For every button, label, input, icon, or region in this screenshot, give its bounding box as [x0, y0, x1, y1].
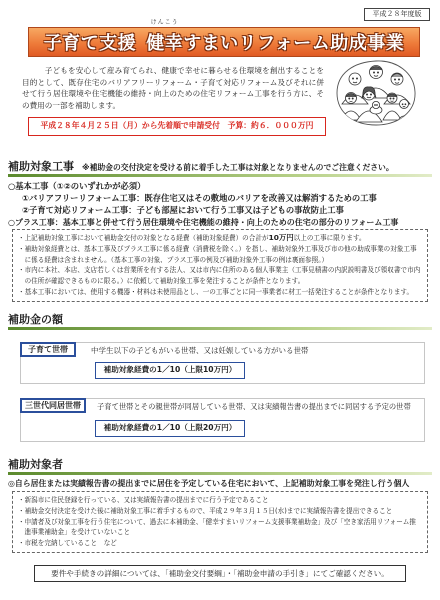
section-heading-bar [8, 472, 432, 475]
basic-work-item: ①バリアフリーリフォーム工事：既存住宅又はその敷地のバリアを改善又は解消するための工事 [22, 193, 377, 203]
basic-work-item: ②子育て対応リフォーム工事：子ども部屋において行う工事又は子どもの事故防止工事 [22, 205, 344, 215]
title-prefix: 子育て支援 [43, 33, 137, 54]
intro-text: 子どもを安心して産み育てられ、健康で幸せに暮らせる住環境を創出することを目的として、既存住宅のバリアフリーリフォーム・子育て対応リフォーム及びそれに併せて行う居住環境や住宅機能の維持・向上のための住宅リフォーム工事を行う方に、その費用の一部を補助します。 [22, 66, 324, 110]
requirement-item: ・補助金交付決定を受けた後に補助対象工事に着手するもので、平成２９年３月１５日(水)までに実績報告書を提出できること [18, 506, 393, 515]
household-type-label: 子育て世帯 [20, 342, 76, 357]
condition-text: ・上記補助対象工事において補助金交付の対象となる経費（補助対象経費）の合計が [18, 234, 269, 242]
household-type-label: 三世代同居世帯 [20, 398, 86, 413]
requirement-item: ・新潟市に住民登録を行っている、又は実績報告書の提出までに行う予定であること [18, 496, 269, 504]
section-title: 補助対象工事 [8, 160, 74, 173]
requirement-item: ・市税を完納していること など [18, 539, 117, 548]
requirements-box [12, 491, 428, 553]
basic-works-heading: ○基本工事（①②のいずれかが必須） [8, 181, 146, 191]
household-type-description: 子育て世帯とその親世帯が同居している世帯、又は実績報告書の提出までに同居する予定の世帯 [97, 402, 411, 411]
section-title: 補助対象者 [8, 458, 63, 471]
household-type-description: 中学生以下の子どもがいる世帯、又は妊娠している方がいる世帯 [91, 346, 309, 355]
subsidy-group-three-generation [20, 398, 425, 442]
edition-badge: 平成２８年度版 [364, 8, 430, 21]
title-ruby: けんこう [150, 19, 179, 26]
application-notice: 平成２８年４月２５日（月）から先着順で申請受付 予算：約６．０００万円 [28, 117, 326, 136]
eligible-person-summary: ◎自ら居住または実績報告書の提出までに居住を予定している住宅において、上記補助対象工事を発注し行う個人 [8, 479, 410, 488]
subsidy-group-child-rearing [20, 342, 425, 384]
section-heading-bar [8, 327, 432, 330]
section-heading-subsidy [8, 312, 432, 330]
condition-item: ・市内に本社、本店、支店若しくは営業所を有する法人、又は市内に住所のある個人事業主（工事見積書の内訳説明書及び領収書で市内の住所が確認できるものに限る。）に依頼して補助対象工事を発注することが条件となります。 [18, 266, 421, 286]
footer-note: 要件や手続きの詳細については、「補助金交付要綱」・「補助金申請の手引き」にてご確認ください。 [34, 565, 406, 582]
title-banner [28, 19, 420, 57]
condition-item: ・補助対象経費とは、基本工事及びプラス工事に係る経費（消費税を除く。）を指し、補助対象外工事及び市の他の助成事業の対象工事に係る経費は含まれません。（基本工事の対象、プラス工事の例及び補助対象外工事の例は裏面参照。） [18, 244, 417, 264]
section-heading-eligible-works [8, 159, 432, 177]
subsidy-amount: 補助対象経費の1／10（上限20万円） [95, 420, 245, 437]
requirement-item: ・申請者及び対象工事を行う住宅について、過去に本補助金、「健幸すまいリフォーム支援事業補助金」及び「空き家活用リフォーム推進事業補助金」を受けていないこと [18, 517, 416, 537]
title-suffix: すまいリフォーム助成事業 [183, 33, 405, 54]
condition-item [18, 233, 422, 244]
condition-text: 以上の工事に限ります。 [293, 234, 366, 242]
title-ruby-base: 健幸 [146, 33, 184, 54]
section-heading-eligible-persons [8, 457, 432, 475]
subsidy-amount: 補助対象経費の1／10（上限10万円） [95, 362, 245, 379]
condition-emphasis: 10万円 [268, 233, 294, 242]
plus-works-heading: ○プラス工事：基本工事と併せて行う居住環境や住宅機能の維持・向上のための住宅の部分のリフォーム工事 [8, 218, 399, 227]
family-illustration [334, 58, 418, 128]
title-ruby-group [146, 19, 184, 55]
conditions-box [12, 229, 428, 302]
condition-item: ・基本工事においては、使用する機器・材料は未使用品とし、一の工事ごとに同一事業者に材工一括発注することが条件となります。 [18, 287, 414, 296]
section-heading-bar [8, 174, 432, 177]
section-note: ※補助金の交付決定を受ける前に着手した工事は対象となりませんのでご注意ください。 [82, 163, 394, 172]
section-title: 補助金の額 [8, 313, 63, 326]
